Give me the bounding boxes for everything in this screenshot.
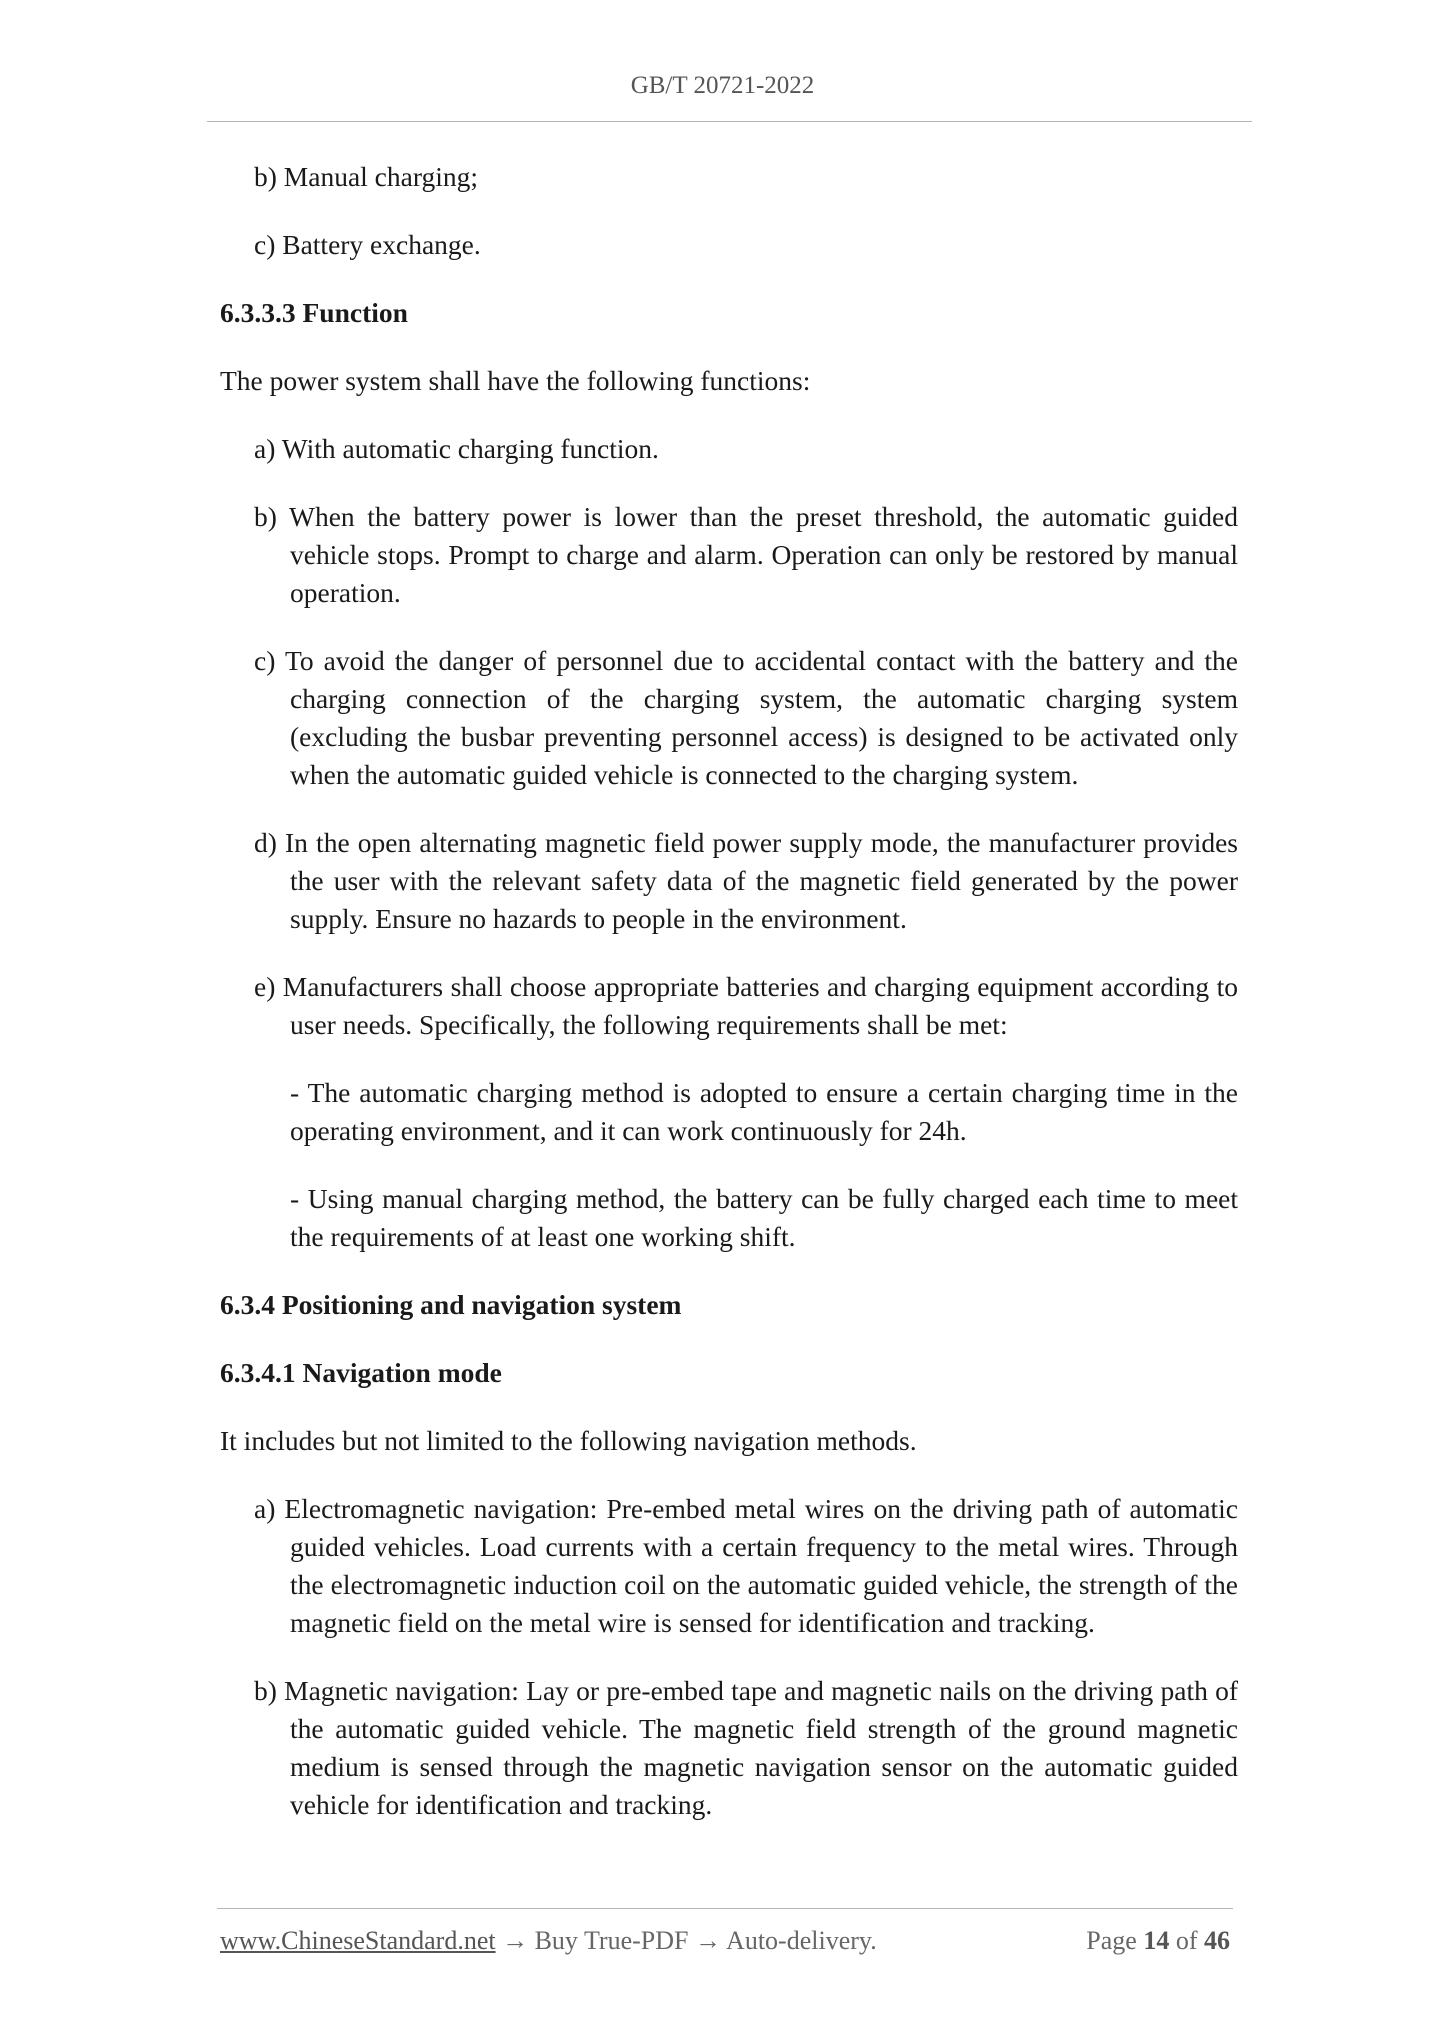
- list-item-electromagnetic-navigation: a) Electromagnetic navigation: Pre-embed metal wires on the driving path of automatic guided vehicles. Load currents with a certain frequency to the metal wires. Through the electromagnetic induction coil on the automatic guided vehicle, the strength of the magnetic field on the metal wire is sensed for identification and tracking.: [254, 1493, 1238, 1638]
- page-label: Page: [1086, 1926, 1144, 1955]
- chinesestandard-link[interactable]: www.ChineseStandard.net: [220, 1926, 496, 1955]
- document-header-title: GB/T 20721-2022: [630, 72, 815, 99]
- list-item-battery-exchange: c) Battery exchange.: [254, 229, 481, 260]
- page-of-label: of: [1169, 1926, 1204, 1955]
- list-item-function-e: e) Manufacturers shall choose appropriate batteries and charging equipment according to user needs. Specifically, the following requirements shall be met:: [254, 971, 1238, 1040]
- sub-item-manual-charging: - Using manual charging method, the battery can be fully charged each time to meet the requirements of at least one working shift.: [290, 1183, 1238, 1252]
- list-item-function-b: b) When the battery power is lower than the preset threshold, the automatic guided vehicle stops. Prompt to charge and alarm. Operation can only be restored by manual operation.: [254, 501, 1238, 608]
- footer-promo: [220, 1926, 877, 1956]
- list-item-function-a: a) With automatic charging function.: [254, 433, 659, 464]
- list-item-function-d: d) In the open alternating magnetic field power supply mode, the manufacturer provides the user with the relevant safety data of the magnetic field generated by the power supply. Ensure no hazards to people in the environment.: [254, 827, 1238, 934]
- footer-promo-text: → Buy True-PDF → Auto-delivery.: [495, 1926, 877, 1955]
- total-pages-number: 46: [1204, 1926, 1230, 1955]
- sub-item-automatic-charging: - The automatic charging method is adopted to ensure a certain charging time in the operating environment, and it can work continuously for 24h.: [290, 1077, 1238, 1146]
- document-body: [220, 158, 1238, 1854]
- footer-divider: [217, 1908, 1233, 1909]
- paragraph-functions-intro: The power system shall have the following functions:: [220, 365, 811, 396]
- current-page-number: 14: [1143, 1926, 1170, 1955]
- section-heading-navigation-mode: 6.3.4.1 Navigation mode: [220, 1357, 502, 1388]
- list-item-function-c: c) To avoid the danger of personnel due to accidental contact with the battery and the charging connection of the charging system, the automatic charging system (excluding the busbar preventing personnel access) is designed to be activated only when the automatic guided vehicle is connected to the charging system.: [254, 645, 1238, 790]
- page-indicator: [1086, 1926, 1230, 1956]
- section-heading-function: 6.3.3.3 Function: [220, 297, 408, 328]
- header-divider: [207, 121, 1252, 122]
- section-heading-positioning-navigation: 6.3.4 Positioning and navigation system: [220, 1289, 682, 1320]
- list-item-magnetic-navigation: b) Magnetic navigation: Lay or pre-embed tape and magnetic nails on the driving path of the automatic guided vehicle. The magnetic field strength of the ground magnetic medium is sensed through the magnetic navigation sensor on the automatic guided vehicle for identification and tracking.: [254, 1675, 1238, 1820]
- list-item-manual-charging: b) Manual charging;: [254, 161, 479, 192]
- paragraph-navigation-intro: It includes but not limited to the following navigation methods.: [220, 1425, 917, 1456]
